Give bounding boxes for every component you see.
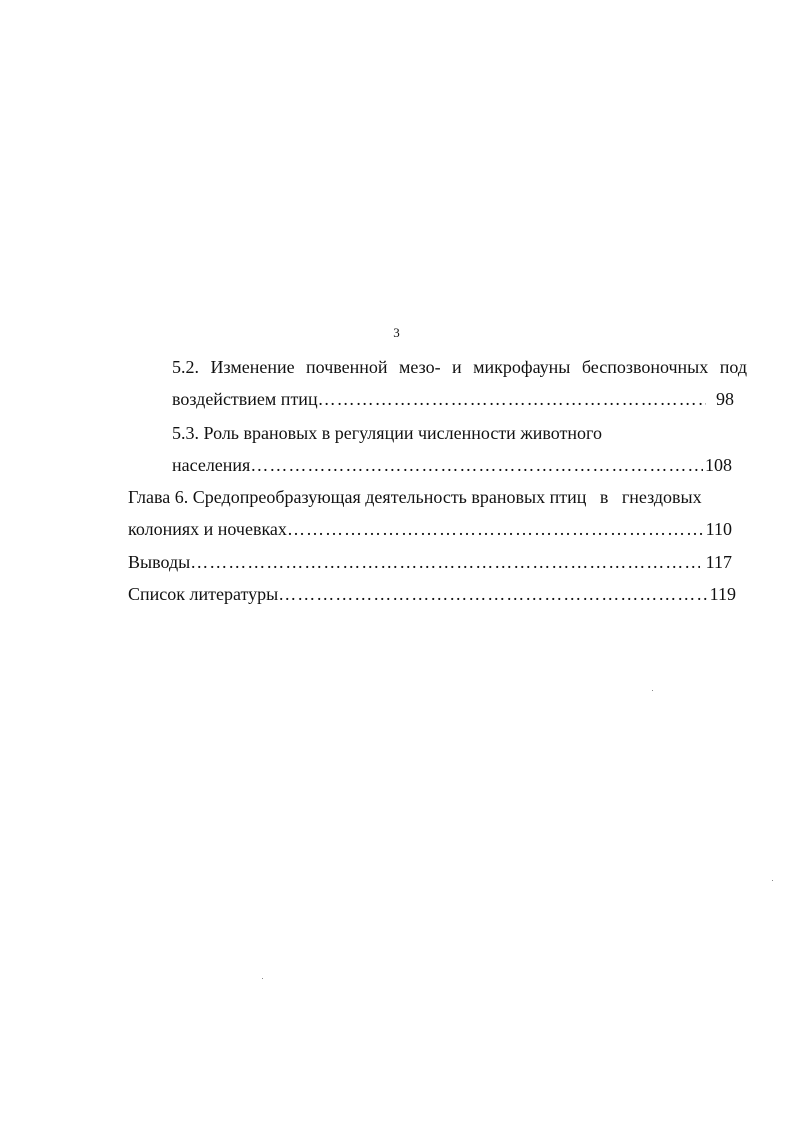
page-number: 3 bbox=[393, 325, 400, 340]
dot-leader bbox=[287, 518, 704, 540]
toc-conclusions bbox=[128, 551, 732, 573]
scan-speck bbox=[652, 690, 653, 691]
toc-chapter-6-title: Глава 6. Средопреобразующая деятельность врановых птиц в гнездовых bbox=[128, 487, 702, 507]
toc-entry-label: Выводы bbox=[128, 552, 191, 572]
toc-entry-label: населения bbox=[172, 455, 251, 475]
toc-page-number: 117 bbox=[705, 552, 732, 572]
toc-chapter-6 bbox=[128, 518, 732, 540]
toc-page-number: 108 bbox=[705, 455, 732, 475]
toc-entry-label: Список литературы bbox=[128, 584, 279, 604]
scan-speck bbox=[772, 880, 773, 881]
scan-speck bbox=[262, 978, 263, 979]
dot-leader bbox=[278, 583, 707, 605]
toc-page-number: 110 bbox=[705, 519, 732, 539]
toc-page-number: 119 bbox=[709, 584, 736, 604]
dot-leader bbox=[190, 551, 699, 573]
toc-entry-label: воздействием птиц bbox=[172, 389, 318, 409]
toc-entry-5-2-title: 5.2. Изменение почвенной мезо- и микрофауны беспозвоночных под bbox=[172, 357, 747, 377]
toc-entry-5-3-title: 5.3. Роль врановых в регуляции численности животного bbox=[172, 423, 602, 443]
dot-leader bbox=[250, 454, 703, 476]
toc-entry-label: колониях и ночевках bbox=[128, 519, 287, 539]
toc-page-number: 98 bbox=[716, 389, 734, 409]
toc-entry-5-3 bbox=[172, 454, 732, 476]
dot-leader bbox=[318, 388, 706, 410]
toc-references bbox=[128, 583, 736, 605]
toc-entry-5-2 bbox=[172, 388, 734, 410]
